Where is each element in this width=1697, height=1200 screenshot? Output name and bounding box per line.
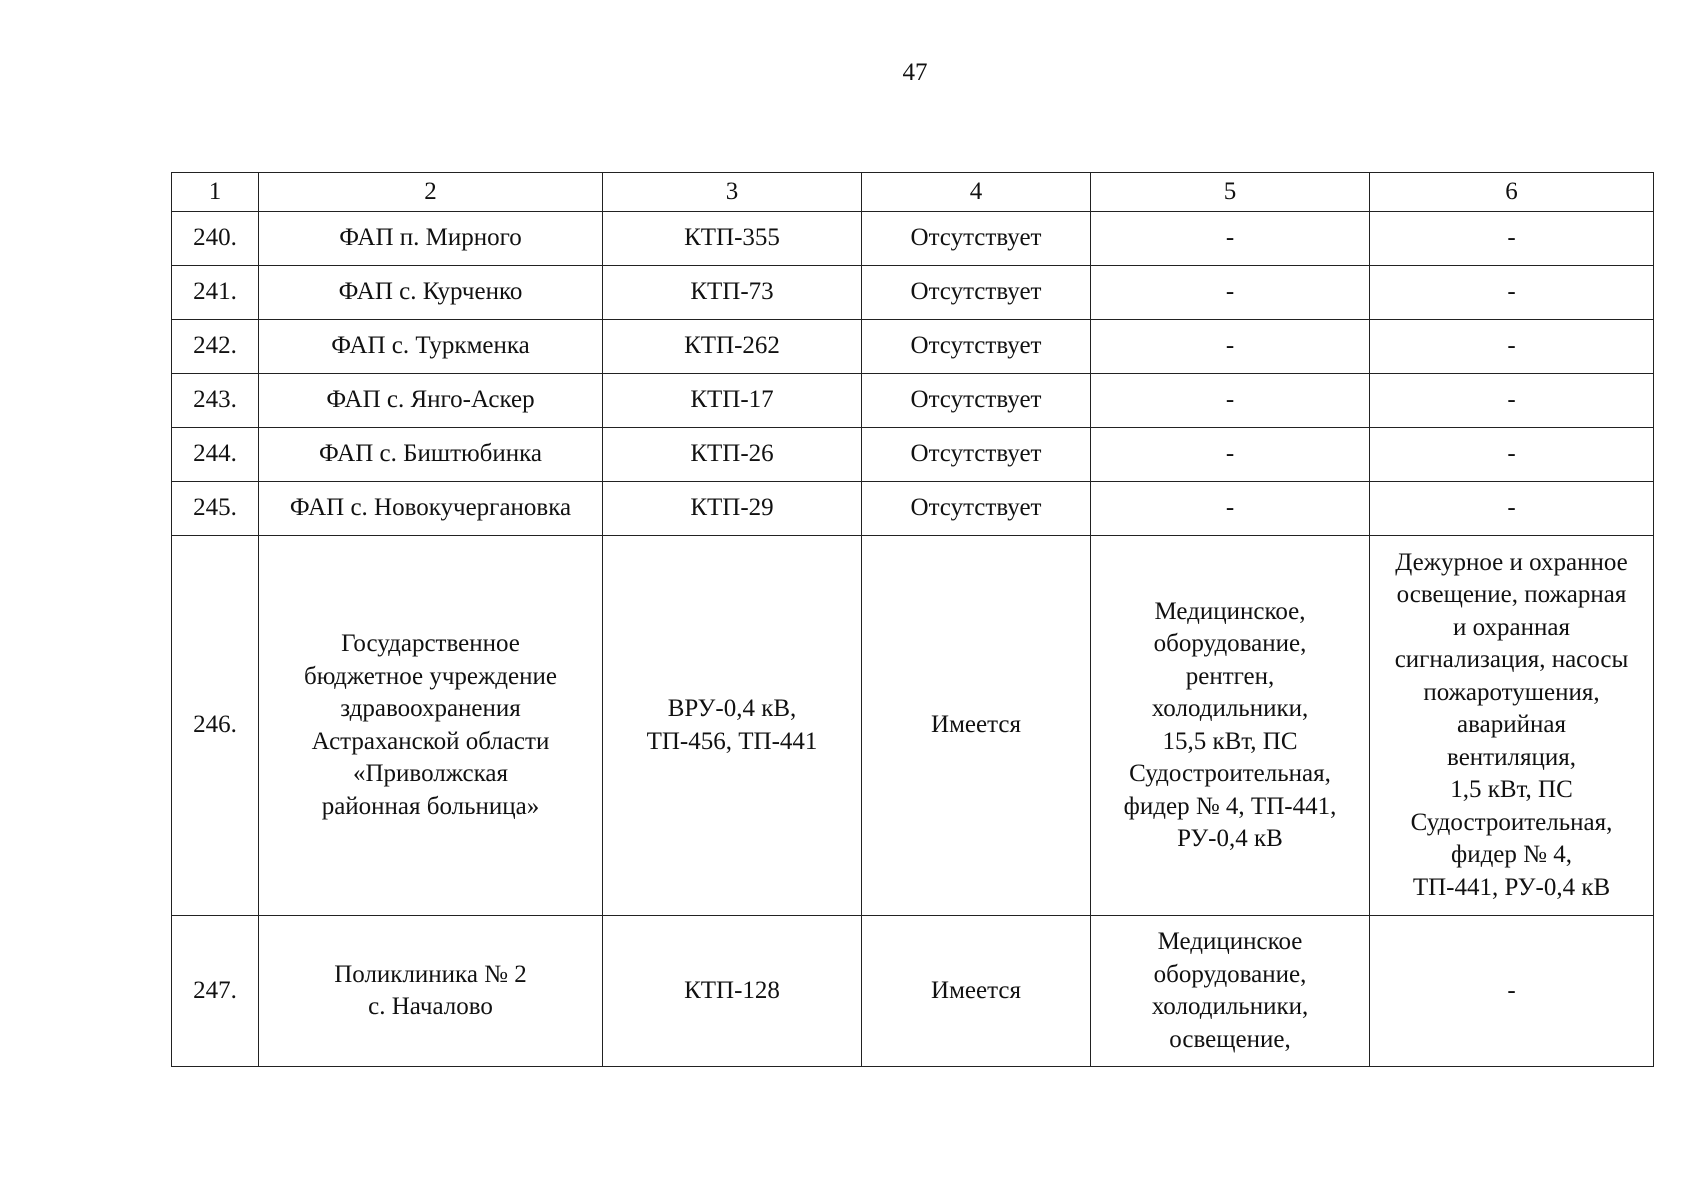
row-number: 241. <box>172 266 259 320</box>
table-row <box>172 320 1654 374</box>
power-source: КТП-26 <box>603 428 862 482</box>
table-row <box>172 482 1654 536</box>
row-number: 240. <box>172 212 259 266</box>
page-number: 47 <box>902 59 928 86</box>
col6-value: - <box>1370 320 1654 374</box>
facility-name: ФАП с. Биштюбинка <box>259 428 603 482</box>
row-number: 244. <box>172 428 259 482</box>
col6-value: - <box>1370 482 1654 536</box>
power-source: КТП-262 <box>603 320 862 374</box>
col6-value: - <box>1370 212 1654 266</box>
col6-value: - <box>1370 266 1654 320</box>
data-table <box>171 172 1654 1067</box>
table-row <box>172 536 1654 916</box>
col5-value: - <box>1091 212 1370 266</box>
row-number: 247. <box>172 916 259 1067</box>
header-cell-3: 3 <box>603 173 862 212</box>
facility-name: ФАП п. Мирного <box>259 212 603 266</box>
col5-value: Медицинское, оборудование, рентген, холодильники, 15,5 кВт, ПС Судостроительная, фидер № 4, ТП-441, РУ-0,4 кВ <box>1091 536 1370 916</box>
facility-name: ФАП с. Туркменка <box>259 320 603 374</box>
facility-name: ФАП с. Курченко <box>259 266 603 320</box>
reserve-status: Отсутствует <box>862 320 1091 374</box>
header-cell-5: 5 <box>1091 173 1370 212</box>
table-header-row <box>172 173 1654 212</box>
reserve-status: Отсутствует <box>862 374 1091 428</box>
col5-value: - <box>1091 374 1370 428</box>
table-row <box>172 266 1654 320</box>
power-source: КТП-17 <box>603 374 862 428</box>
row-number: 245. <box>172 482 259 536</box>
reserve-status: Отсутствует <box>862 482 1091 536</box>
reserve-status: Отсутствует <box>862 266 1091 320</box>
col6-value: - <box>1370 428 1654 482</box>
header-cell-1: 1 <box>172 173 259 212</box>
table-row <box>172 428 1654 482</box>
row-number: 246. <box>172 536 259 916</box>
header-cell-6: 6 <box>1370 173 1654 212</box>
row-number: 242. <box>172 320 259 374</box>
power-source: КТП-73 <box>603 266 862 320</box>
col5-value: - <box>1091 320 1370 374</box>
facility-name: ФАП с. Новокучергановка <box>259 482 603 536</box>
col5-value: Медицинское оборудование, холодильники, освещение, <box>1091 916 1370 1067</box>
reserve-status: Отсутствует <box>862 212 1091 266</box>
power-source: КТП-29 <box>603 482 862 536</box>
col5-value: - <box>1091 428 1370 482</box>
header-cell-2: 2 <box>259 173 603 212</box>
facility-name: Поликлиника № 2 с. Началово <box>259 916 603 1067</box>
reserve-status: Отсутствует <box>862 428 1091 482</box>
power-source: ВРУ-0,4 кВ, ТП-456, ТП-441 <box>603 536 862 916</box>
col5-value: - <box>1091 266 1370 320</box>
col5-value: - <box>1091 482 1370 536</box>
header-cell-4: 4 <box>862 173 1091 212</box>
col6-value: - <box>1370 916 1654 1067</box>
reserve-status: Имеется <box>862 536 1091 916</box>
table-row <box>172 916 1654 1067</box>
facility-name: Государственное бюджетное учреждение здравоохранения Астраханской области «Приволжская районная больница» <box>259 536 603 916</box>
reserve-status: Имеется <box>862 916 1091 1067</box>
table-row <box>172 374 1654 428</box>
col6-value: Дежурное и охранное освещение, пожарная и охранная сигнализация, насосы пожаротушения, аварийная вентиляция, 1,5 кВт, ПС Судостроительная, фидер № 4, ТП-441, РУ-0,4 кВ <box>1370 536 1654 916</box>
power-source: КТП-128 <box>603 916 862 1067</box>
facility-name: ФАП с. Янго-Аскер <box>259 374 603 428</box>
col6-value: - <box>1370 374 1654 428</box>
power-source: КТП-355 <box>603 212 862 266</box>
row-number: 243. <box>172 374 259 428</box>
table-row <box>172 212 1654 266</box>
